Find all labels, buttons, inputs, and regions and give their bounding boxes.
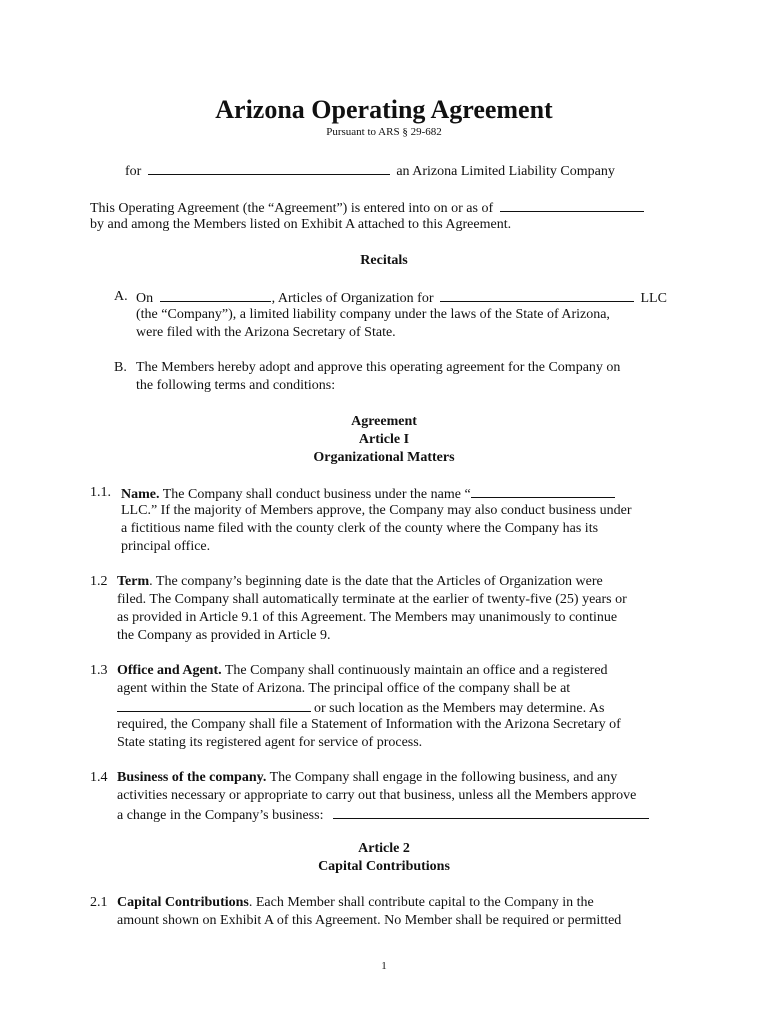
- section-1-4-number: 1.4: [90, 770, 108, 785]
- section-1-4-line-1: Business of the company. The Company shall engage in the following business, and any: [117, 770, 618, 785]
- recital-b-line-2: the following terms and conditions:: [136, 378, 336, 393]
- recital-a-line-3: were filed with the Arizona Secretary of State.: [136, 325, 396, 340]
- business-description-blank[interactable]: [333, 805, 649, 819]
- recital-a-line-2: (the “Company”), a limited liability company under the laws of the State of Arizona,: [136, 307, 610, 322]
- recital-b-line-1: The Members hereby adopt and approve this operating agreement for the Company on: [136, 360, 621, 375]
- recitals-heading: Recitals: [360, 253, 408, 268]
- section-1-3-line-3: or such location as the Members may determine. As: [117, 698, 604, 718]
- intro-line-2: by and among the Members listed on Exhibit A attached to this Agreement.: [90, 217, 512, 232]
- document-subtitle: Pursuant to ARS § 29-682: [326, 126, 442, 138]
- section-1-4-line-2: activities necessary or appropriate to carry out that business, unless all the Members approve: [117, 788, 637, 803]
- section-1-3-line-2: agent within the State of Arizona. The principal office of the company shall be at: [117, 681, 571, 696]
- business-name-blank[interactable]: [471, 484, 615, 498]
- section-1-1-line-2: LLC.” If the majority of Members approve, the Company may also conduct business under: [121, 503, 632, 518]
- section-1-3-number: 1.3: [90, 663, 108, 678]
- section-1-2-line-2: filed. The Company shall automatically terminate at the earlier of twenty-five (25) years or: [117, 592, 627, 607]
- section-1-2-number: 1.2: [90, 574, 108, 589]
- section-1-1-line-3: a fictitious name filed with the county clerk of the county where the Company has its: [121, 521, 599, 536]
- section-1-1-line-4: principal office.: [121, 539, 211, 554]
- section-1-1-line-1: Name. The Company shall conduct business under the name “: [121, 484, 615, 504]
- date-blank[interactable]: [500, 198, 644, 212]
- section-1-1-number: 1.1.: [90, 485, 111, 500]
- section-1-3-line-5: State stating its registered agent for service of process.: [117, 735, 423, 750]
- section-1-2-line-1: Term. The company’s beginning date is the date that the Articles of Organization were: [117, 574, 603, 589]
- recital-a-line-1: On , Articles of Organization for LLC: [136, 288, 667, 308]
- section-1-3-line-1: Office and Agent. The Company shall continuously maintain an office and a registered: [117, 663, 608, 678]
- section-1-2-line-4: the Company as provided in Article 9.: [117, 628, 331, 643]
- article-1-heading: Article I: [358, 432, 410, 447]
- office-address-blank[interactable]: [117, 698, 311, 712]
- intro-line-1: This Operating Agreement (the “Agreement”) is entered into on or as of: [90, 198, 644, 218]
- recital-b-label: B.: [114, 360, 127, 375]
- section-2-1-line-2: amount shown on Exhibit A of this Agreement. No Member shall be required or permitted: [117, 913, 622, 928]
- for-line: for an Arizona Limited Liability Company: [125, 161, 615, 181]
- company-name-blank[interactable]: [148, 161, 390, 175]
- page-number: 1: [381, 960, 387, 972]
- section-1-2-line-3: as provided in Article 9.1 of this Agreement. The Members may unanimously to continue: [117, 610, 618, 625]
- agreement-heading: Agreement: [351, 414, 417, 429]
- section-1-4-line-3: a change in the Company’s business:: [117, 805, 649, 825]
- section-1-3-line-4: required, the Company shall file a Statement of Information with the Arizona Secretary of: [117, 717, 621, 732]
- section-2-1-number: 2.1: [90, 895, 108, 910]
- recital-llc-blank[interactable]: [440, 288, 634, 302]
- article-1-title: Organizational Matters: [313, 450, 455, 465]
- recital-date-blank[interactable]: [160, 288, 271, 302]
- article-2-title: Capital Contributions: [318, 859, 450, 874]
- section-2-1-line-1: Capital Contributions. Each Member shall contribute capital to the Company in the: [117, 895, 594, 910]
- article-2-heading: Article 2: [358, 841, 410, 856]
- document-title: Arizona Operating Agreement: [215, 95, 553, 124]
- recital-a-label: A.: [114, 289, 128, 304]
